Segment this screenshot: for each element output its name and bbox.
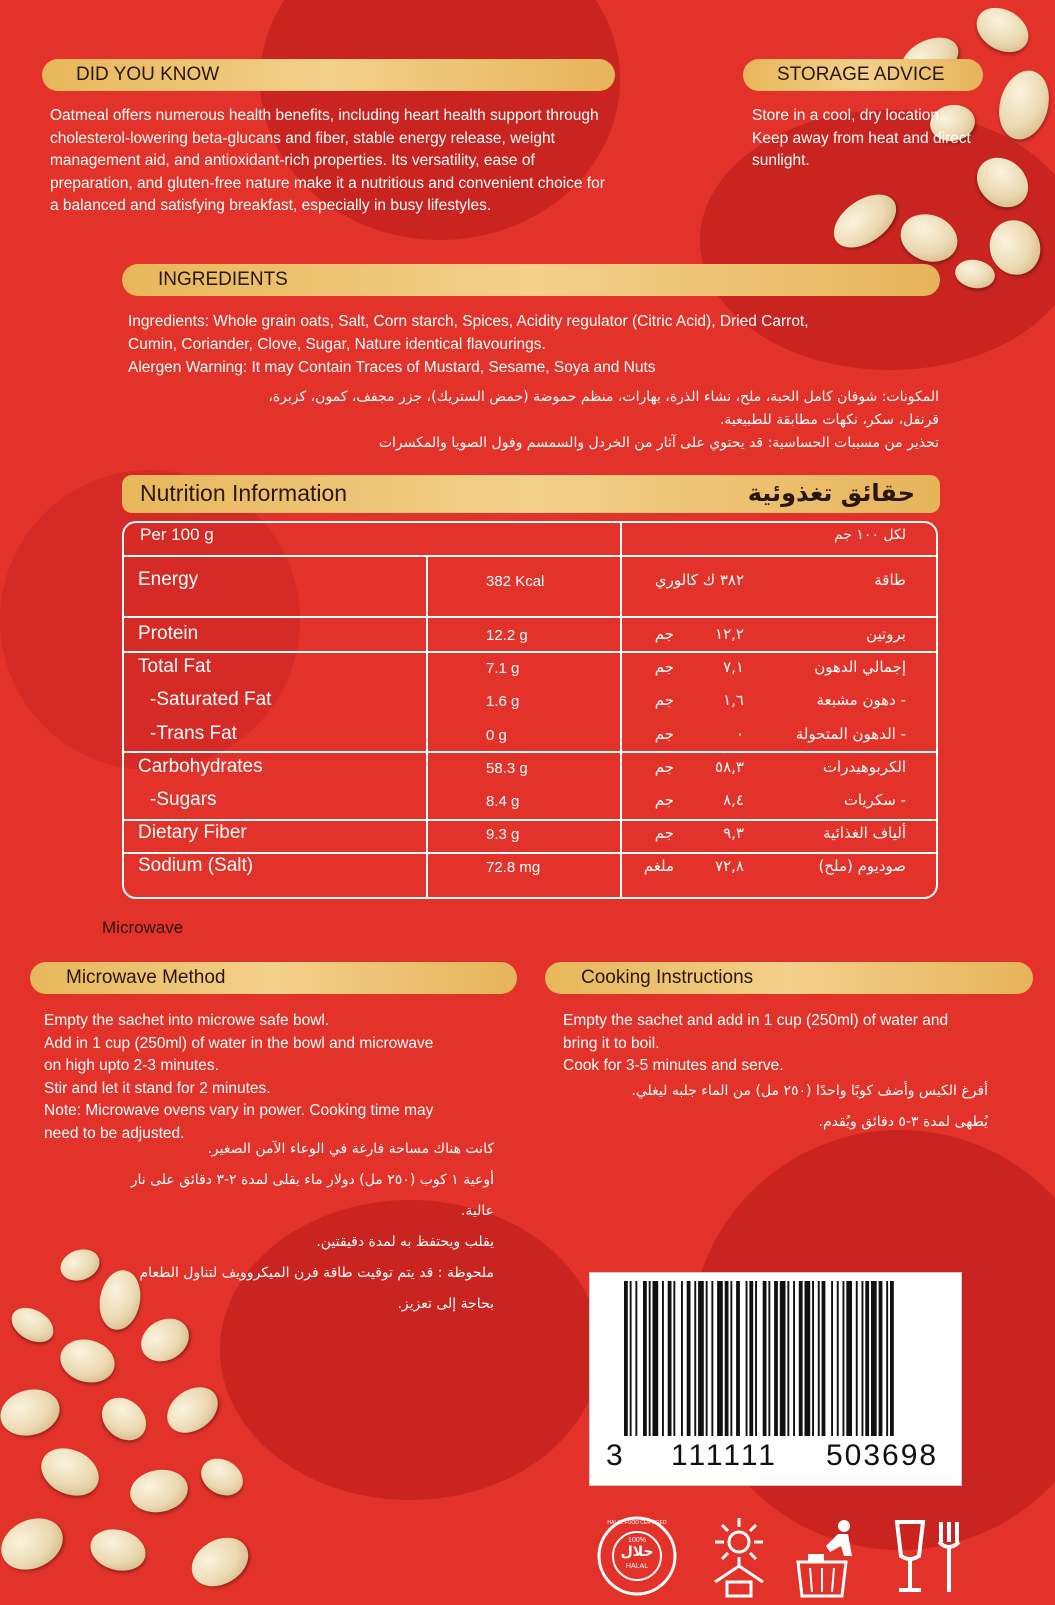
nutrition-title-ar: حقائق تغذوئية: [747, 479, 915, 507]
barcode-bar: [749, 1281, 753, 1436]
barcode-bar: [799, 1281, 803, 1436]
instruction-line: أفرغ الكيس وأضف كوبًا واحدًا (٢٥٠ مل) من الماء جلبه ليغلي.: [631, 1083, 988, 1099]
barcode-bar: [643, 1281, 647, 1436]
barcode-bar: [736, 1281, 740, 1436]
cooking-instructions-header: Cooking Instructions: [545, 962, 1033, 994]
nutrient-value-ar: ٣٨٢ ك كالوري: [654, 571, 744, 589]
nutrient-value: 382 Kcal: [486, 573, 545, 590]
instruction-line: Empty the sachet and add in 1 cup (250ml) of water and: [563, 1012, 949, 1029]
instruction-line: on high upto 2-3 minutes.: [44, 1057, 219, 1074]
nutrient-value: 1.6 g: [486, 693, 520, 710]
recycle-bin-icon: [786, 1516, 866, 1598]
barcode-bar: [763, 1281, 767, 1436]
nutrient-unit-ar: جم: [654, 725, 674, 743]
nutrient-value: 9.3 g: [486, 826, 520, 843]
microwave-method-header: Microwave Method: [30, 962, 517, 994]
halal-badge-icon: [597, 1516, 677, 1596]
barcode-bar: [653, 1281, 659, 1436]
barcode-bar: [818, 1281, 820, 1436]
barcode-bar: [668, 1281, 672, 1436]
nutrient-name-en: Total Fat: [138, 656, 211, 677]
barcode-bar: [890, 1281, 894, 1436]
microwave-method-ar: [44, 1134, 494, 1320]
barcode-bar: [635, 1281, 637, 1436]
nutrient-value-ar: ١٢,٢: [715, 625, 744, 643]
nutrient-value: 72.8 mg: [486, 859, 541, 876]
nutrient-value-ar: ٠: [735, 725, 744, 743]
nutrient-name-en: Dietary Fiber: [138, 822, 247, 843]
barcode-bar: [787, 1281, 789, 1436]
barcode-bar: [730, 1281, 732, 1436]
instruction-line: كانت هناك مساحة فارغة في الوعاء الآمن الصغير.: [207, 1141, 494, 1157]
barcode-bar: [687, 1281, 691, 1436]
barcode-bar: [755, 1281, 757, 1436]
barcode-bar: [630, 1281, 632, 1436]
nutrient-value: 12.2 g: [486, 627, 528, 644]
microwave-label: Microwave: [102, 918, 184, 937]
barcode: [589, 1272, 962, 1486]
nutrient-unit-ar: جم: [654, 625, 674, 643]
instruction-line: أوعية ١ كوب (٢٥٠ مل) دولار ماء يقلى لمدة ٢-٣ دقائق على نار: [130, 1172, 494, 1188]
barcode-bar: [846, 1281, 852, 1436]
barcode-bar: [698, 1281, 704, 1436]
halal-ar: حلال: [620, 1544, 654, 1560]
ingredients-header: INGREDIENTS: [122, 264, 940, 296]
barcode-bar: [831, 1281, 833, 1436]
nutrient-value-ar: ٧٢,٨: [715, 857, 744, 875]
nutrient-name-en: Energy: [138, 569, 199, 590]
nutrient-name-ar: صوديوم (ملح): [818, 857, 906, 875]
barcode-bar: [837, 1281, 839, 1436]
allergen-warning-en: Alergen Warning: It may Contain Traces of Mustard, Sesame, Soya and Nuts: [128, 359, 656, 376]
allergen-warning-ar: تحذير من مسببات الحساسية: قد يحتوي على آثار من الخردل والسمسم وفول الصويا والمكسرات: [378, 435, 939, 451]
nutrient-value: 0 g: [486, 727, 507, 744]
nutrient-name-ar: بروتين: [866, 625, 906, 643]
nutrient-value: 58.3 g: [486, 760, 528, 777]
instruction-line: need to be adjusted.: [44, 1124, 185, 1142]
barcode-bar: [812, 1281, 814, 1436]
barcode-bar: [706, 1281, 708, 1436]
barcode-bar: [793, 1281, 795, 1436]
nutrition-title-en: Nutrition Information: [140, 480, 348, 506]
nutrient-value-ar: ٧,١: [723, 658, 744, 676]
nutrition-table: [122, 521, 938, 899]
nutrient-name-en: Sodium (Salt): [138, 855, 254, 876]
instruction-line: Cook for 3-5 minutes and serve.: [563, 1057, 784, 1074]
food-safe-glass-fork-icon: [893, 1516, 969, 1596]
barcode-bar: [649, 1281, 651, 1436]
barcode-bar: [774, 1281, 778, 1436]
instruction-line: عالية.: [460, 1203, 494, 1219]
barcode-bar: [624, 1281, 628, 1436]
microwave-method-en: [44, 1010, 433, 1145]
storage-advice-text: Store in a cool, dry location. Keep away from heat and direct sunlight.: [752, 107, 971, 169]
instruction-line: يُطهى لمدة ٣-٥ دقائق ويُقدم.: [818, 1114, 988, 1130]
cooking-instructions-en: [563, 1010, 948, 1078]
barcode-bar: [673, 1281, 675, 1436]
barcode-bar: [856, 1281, 858, 1436]
instruction-line: بحاجة إلى تعزيز.: [397, 1296, 494, 1312]
nutrient-name-en: Carbohydrates: [138, 756, 263, 777]
barcode-bar: [805, 1281, 811, 1436]
instruction-line: bring it to boil.: [563, 1034, 660, 1052]
nutrient-name-ar: ألياف الغذائية: [823, 824, 906, 842]
ingredients-en-line1: Ingredients: Whole grain oats, Salt, Corn starch, Spices, Acidity regulator (Citric Acid), Dried Carrot,: [128, 313, 809, 330]
barcode-bar: [725, 1281, 729, 1436]
barcode-bar: [662, 1281, 664, 1436]
nutrient-name-en: -Saturated Fat: [150, 689, 272, 710]
nutrient-name-ar: - سكريات: [843, 791, 906, 809]
ingredients-en-line2: Cumin, Coriander, Clove, Sugar, Nature identical flavourings.: [128, 336, 546, 353]
barcode-bar: [879, 1281, 883, 1436]
halal-ring-text: HALAL FOOD CERTIFIED: [607, 1520, 667, 1526]
nutrient-value-ar: ٩,٣: [723, 824, 744, 842]
barcode-bar: [865, 1281, 869, 1436]
instruction-line: Empty the sachet into microwe safe bowl.: [44, 1012, 330, 1029]
barcode-bar: [780, 1281, 786, 1436]
nutrient-name-en: Protein: [138, 623, 199, 644]
ingredients-ar-line1: المكونات: شوفان كامل الحبة، ملح، نشاء الذرة، بهارات، منظم حموضة (حمض الستريك)، جزر مجفف، كمون، كزبرة،: [268, 389, 939, 405]
barcode-bar: [768, 1281, 770, 1436]
nutrient-value-ar: ٥٨,٣: [715, 758, 744, 776]
barcode-digit-left: 3: [606, 1439, 623, 1472]
halal-percent: 100%: [628, 1537, 646, 1544]
instruction-line: Note: Microwave ovens vary in power. Cooking time may: [44, 1102, 434, 1119]
barcode-digits-middle: 111111: [671, 1439, 778, 1472]
instruction-line: ملحوظة : قد يتم توقيت طاقة فرن الميكروويف لتناول الطعام: [139, 1265, 494, 1281]
nutrient-value-ar: ٨,٤: [723, 791, 744, 809]
did-you-know-text: Oatmeal offers numerous health benefits, including heart health support through cholesterol-lowering beta-glucans and fiber, stable energy release, weight management aid, and antioxidant-rich properties. Its versatility, ease of preparation, and gluten-free nature make it a nutritious and convenient choice for a balanced and satisfying breakfast, especially in busy lifestyles.: [50, 107, 605, 214]
nutrient-unit-ar: جم: [654, 658, 674, 676]
nutrient-name-ar: طاقة: [874, 571, 906, 589]
per-100g-ar: لكل ١٠٠ جم: [833, 527, 906, 543]
barcode-bar: [694, 1281, 696, 1436]
barcode-bar: [871, 1281, 877, 1436]
instruction-line: يقلب ويحتفظ به لمدة دقيقتين.: [316, 1234, 494, 1250]
barcode-bar: [681, 1281, 683, 1436]
barcode-bars: [590, 1281, 961, 1441]
ingredients-ar-line2: قرنفل، سكر، نكهات مطابقة للطبيعية.: [719, 412, 939, 428]
nutrient-unit-ar: جم: [654, 824, 674, 842]
keep-dry-sun-icon: [705, 1516, 773, 1600]
nutrient-unit-ar: ملغم: [643, 857, 674, 875]
nutrient-name-ar: الكربوهيدرات: [822, 758, 906, 776]
nutrient-name-en: -Trans Fat: [150, 723, 237, 744]
barcode-bar: [843, 1281, 845, 1436]
barcode-bar: [746, 1281, 748, 1436]
nutrient-unit-ar: جم: [654, 758, 674, 776]
nutrient-unit-ar: جم: [654, 691, 674, 709]
halal-en: HALAL: [625, 1563, 649, 1570]
per-100g-en: Per 100 g: [140, 525, 214, 544]
nutrient-value: 7.1 g: [486, 660, 520, 677]
nutrient-value: 8.4 g: [486, 793, 520, 810]
storage-advice-header: STORAGE ADVICE: [743, 59, 983, 91]
nutrient-name-ar: - دهون مشبعة: [816, 691, 906, 709]
nutrient-unit-ar: جم: [654, 791, 674, 809]
nutrient-value-ar: ١,٦: [723, 691, 744, 709]
barcode-bar: [822, 1281, 826, 1436]
barcode-bar: [711, 1281, 713, 1436]
nutrient-name-ar: إجمالي الدهون: [814, 658, 906, 676]
barcode-bar: [886, 1281, 888, 1436]
instruction-line: Add in 1 cup (250ml) of water in the bowl and microwave: [44, 1034, 434, 1052]
barcode-digits-right: 503698: [826, 1439, 939, 1472]
nutrient-name-ar: - الدهون المتحولة: [795, 725, 906, 743]
barcode-bar: [862, 1281, 864, 1436]
instruction-line: Stir and let it stand for 2 minutes.: [44, 1079, 271, 1097]
nutrient-name-en: -Sugars: [150, 789, 217, 810]
barcode-bar: [717, 1281, 723, 1436]
did-you-know-header: DID YOU KNOW: [42, 59, 615, 91]
cooking-instructions-ar: [563, 1076, 988, 1138]
